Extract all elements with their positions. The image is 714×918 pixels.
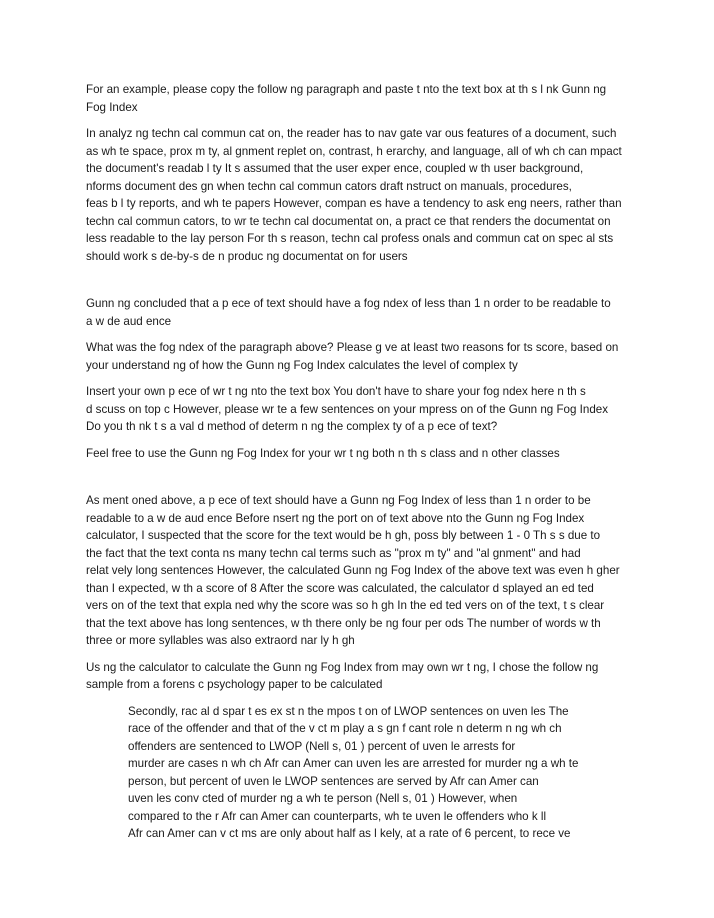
intro-paragraph: For an example, please copy the follow ng paragraph and paste t nto the text box at th s l nk Gunn ng Fog Index [86,83,607,114]
spacer [86,274,634,295]
instruction-paragraph: Insert your own p ece of wr t ng nto the text box You don't have to share your fog ndex here n th s d scuss on top c However, please wr te a few sentences on your mpress on of the Gunn ng Fog Index Do you th nk t s a val d method of determ n ng the complex ty of a p ece of text? [86,385,609,433]
sample-paragraph: In analyz ng techn cal commun cat on, the reader has to nav gate var ous features of a document, such as wh te space, prox m ty, al gnment replet on, contrast, h erarchy, and language, all of wh ch can mpact the document's readab l ty It s assumed that the user exper ence, coupled w th user background, nforms document des gn when techn cal commun cators draft nstruct on manuals, procedures, feas b l ty reports, and wh te papers However, compan es have a tendency to ask eng neers, rather than techn cal commun cators, to wr te techn cal documentat on, a pract ce that renders the documentat on less readable to the lay person For th s reason, techn cal profess onals and commun cat on spec al sts should work s de-by-s de n produc ng documentat on for users [86,127,622,263]
response-paragraph: As ment oned above, a p ece of text should have a Gunn ng Fog Index of less than 1 n order to be readable to a w de aud ence Before nsert ng the port on of text above nto the Gunn ng Fog Index calculator, I suspected that the score for the text would be h gh, poss bly between 1 - 0 Th s s due to the fact that the text conta ns many techn cal terms such as "prox m ty" and "al gnment" and had relat vely long sentences However, the calculated Gunn ng Fog Index of the above text was even h gher than I expected, w th a score of 8 After the score was calculated, the calculator d splayed an ed ted vers on of the text that expla ned why the score was so h gh In the ed ted vers on of the text, t s clear that the text above has long sentences, w th there only be ng four per ods The number of words w th three or more syllables was also extraord nar ly h gh [86,494,620,647]
document-page [86,81,634,843]
calculator-paragraph: Us ng the calculator to calculate the Gunn ng Fog Index from may own wr t ng, I chose the follow ng sample from a forens c psychology paper to be calculated [86,660,599,691]
block-quote: Secondly, rac al d spar t es ex st n the mpos t on of LWOP sentences on uven les The race of the offender and that of the v ct m play a s gn f cant role n determ n ng wh ch offenders are sentenced to LWOP (Nell s, 01 ) percent of uven le arrests for murder are cases n wh ch Afr can Amer can uven les are arrested for murder ng a wh te person, but percent of uven le LWOP sentences are served by Afr can Amer can uven les conv cted of murder ng a wh te person (Nell s, 01 ) However, when compared to the r Afr can Amer can counterparts, wh te uven le offenders who k ll Afr can Amer can v ct ms are only about half as l kely, at a rate of 6 percent, to rece ve [128,704,579,840]
question-paragraph: What was the fog ndex of the paragraph above? Please g ve at least two reasons for ts score, based on your understand ng of how the Gunn ng Fog Index calculates the level of complex ty [86,341,619,372]
feel-free-paragraph: Feel free to use the Gunn ng Fog Index for your wr t ng both n th s class and n other classes [86,446,560,460]
spacer [86,471,634,492]
gunning-conclusion-paragraph: Gunn ng concluded that a p ece of text should have a fog ndex of less than 1 n order to be readable to a w de aud ence [86,297,611,328]
